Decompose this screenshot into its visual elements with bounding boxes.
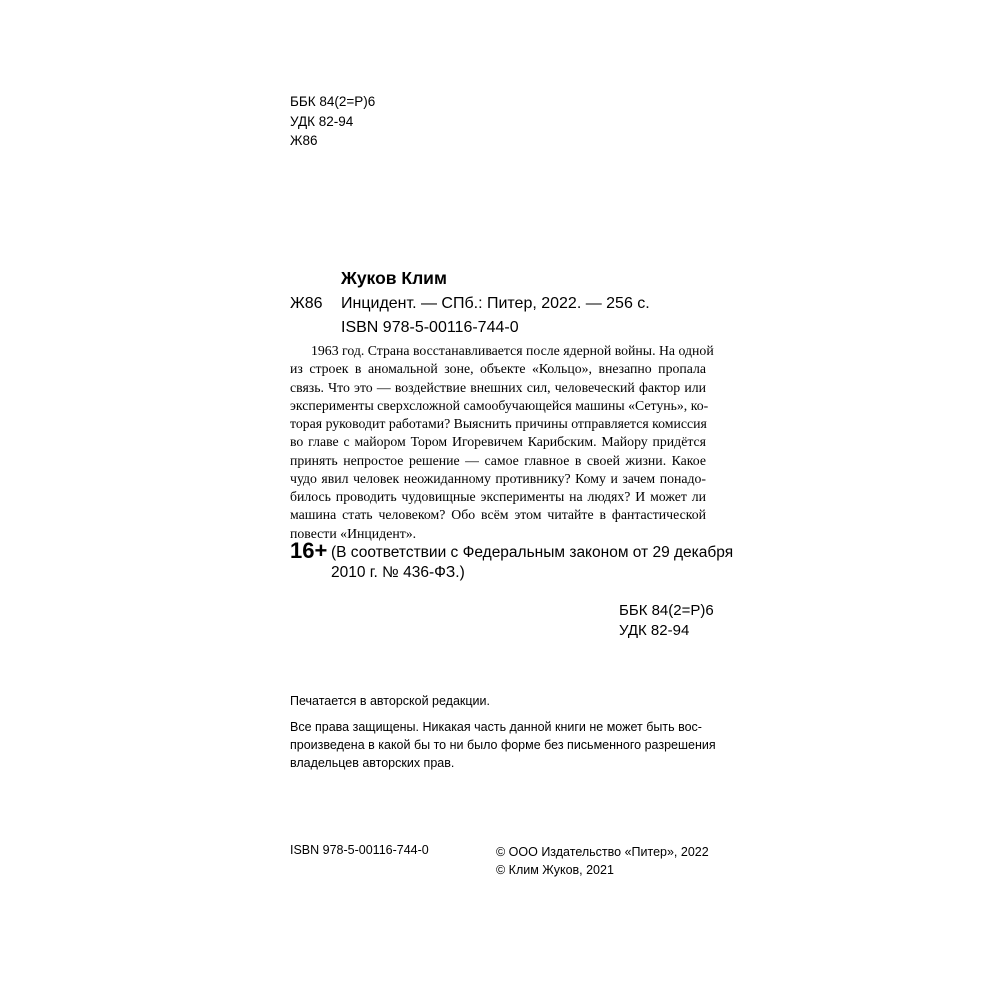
udk-code: УДК 82-94: [619, 622, 690, 639]
copyright-block: [496, 843, 709, 879]
catalog-isbn: ISBN 978-5-00116-744-0: [341, 319, 519, 336]
annotation-line: чудо явил человек неожиданному противнику? Кому и зачем понадо-: [290, 470, 706, 486]
book-annotation: [290, 342, 714, 543]
edition-note: Печатается в авторской редакции.: [290, 694, 490, 708]
annotation-line: 1963 год. Страна восстанавливается после ядерной войны. На одной: [311, 343, 714, 358]
udk-code: УДК 82-94: [290, 113, 354, 129]
bbk-code: ББК 84(2=Р)6: [619, 602, 714, 619]
copyright-publisher: © ООО Издательство «Питер», 2022: [496, 845, 709, 859]
age-rating-note-line: (В соответствии с Федеральным законом от 29 декабря: [331, 544, 734, 561]
author-name: Жуков Клим: [341, 268, 447, 288]
copyright-author: © Клим Жуков, 2021: [496, 863, 614, 877]
rights-line: владельцев авторских прав.: [290, 756, 455, 770]
classification-codes-bottom: [619, 601, 714, 641]
bibliographic-citation: Инцидент. — СПб.: Питер, 2022. — 256 с.: [341, 295, 650, 312]
age-rating-note: [331, 543, 734, 583]
rights-line: Все права защищены. Никакая часть данной книги не может быть вос-: [290, 720, 702, 734]
rights-line: произведена в какой бы то ни было форме без письменного разрешения: [290, 738, 716, 752]
annotation-line: машина стать человеком? Обо всём этом читайте в фантастической: [290, 507, 706, 523]
annotation-line: во главе с майором Тором Игоревичем Карибским. Майору придётся: [290, 434, 706, 450]
annotation-line: принять непростое решение — самое главное в своей жизни. Какое: [290, 452, 706, 468]
bbk-code: ББК 84(2=Р)6: [290, 94, 376, 109]
annotation-line: эксперименты сверхсложной самообучающейся машины «Сетунь», ко-: [290, 397, 709, 413]
annotation-line: связь. Что это — воздействие внешних сил, человеческий фактор или: [290, 379, 706, 395]
annotation-line: торая руководит работами? Выяснить причины отправляется комиссия: [290, 416, 707, 431]
classification-codes-top: [290, 92, 375, 151]
annotation-line: повести «Инцидент».: [290, 525, 417, 541]
cutter-code: Ж86: [290, 133, 318, 148]
annotation-line: билось проводить чудовищные эксперименты на людях? И может ли: [290, 489, 706, 504]
annotation-line: из строек в аномальной зоне, объекте «Кольцо», внезапно пропала: [290, 361, 706, 377]
age-rating-note-line: 2010 г. № 436-ФЗ.): [331, 564, 465, 581]
age-rating-mark: 16+: [290, 538, 328, 563]
rights-notice: [290, 718, 716, 772]
catalog-cutter-code: Ж86: [290, 295, 323, 312]
footer-isbn: ISBN 978-5-00116-744-0: [290, 843, 429, 857]
